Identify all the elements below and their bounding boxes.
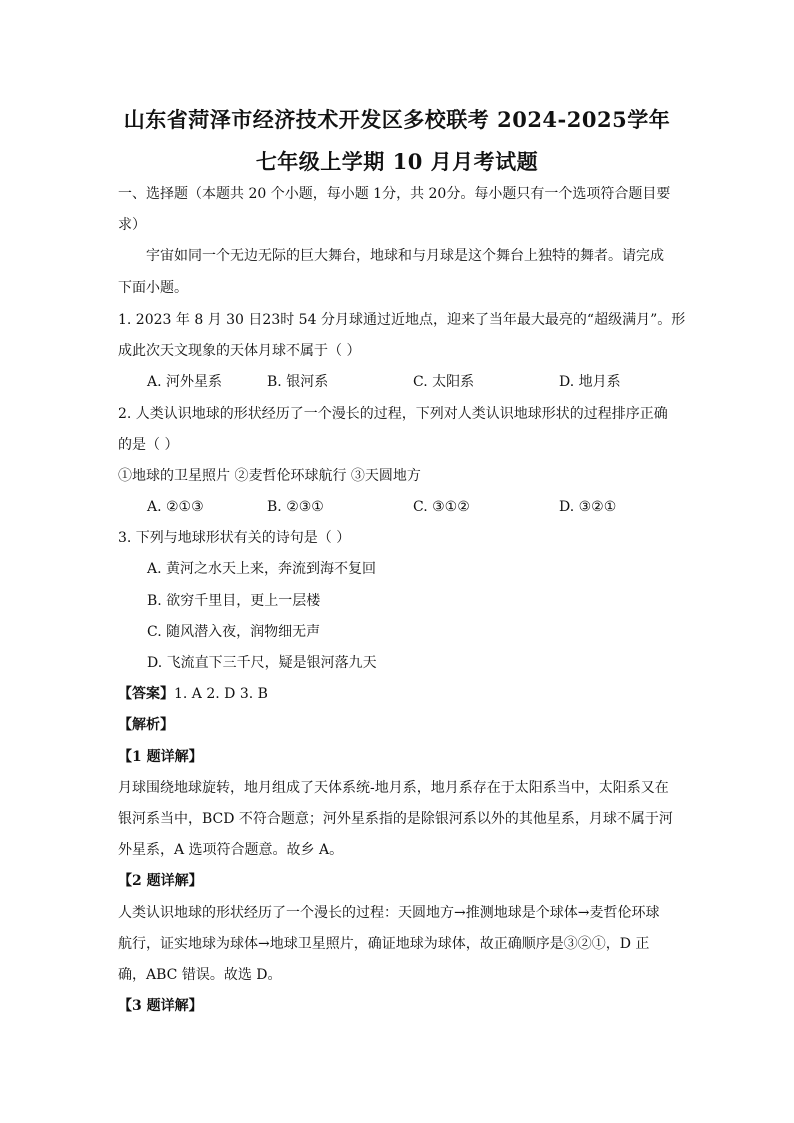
question-2-option-c: C. ③①② (413, 499, 470, 515)
intro-paragraph-cont: 下面小题。 (118, 280, 188, 296)
detail-2-text: 人类认识地球的形状经历了一个漫长的过程：天圆地方→推测地球是个球体→麦哲伦环球 (118, 905, 660, 921)
intro-paragraph: 宇宙如同一个无边无际的巨大舞台，地球和与月球是这个舞台上独特的舞者。请完成 (146, 248, 664, 264)
question-3-option-d: D. 飞流直下三千尺，疑是银河落九天 (147, 655, 377, 671)
answer-values: 1. A 2. D 3. B (174, 686, 268, 702)
question-3-option-b: B. 欲穷千里目，更上一层楼 (147, 593, 321, 609)
question-1-option-c: C. 太阳系 (413, 374, 475, 390)
analysis-label: 【解析】 (118, 717, 174, 733)
question-2-stem-cont: 的是（ ） (118, 437, 179, 453)
question-3-option-a: A. 黄河之水天上来，奔流到海不复回 (147, 561, 377, 577)
detail-1-text-cont: 银河系当中，BCD 不符合题意；河外星系指的是除银河系以外的其他星系，月球不属于河 (118, 811, 673, 827)
answer-line (118, 684, 678, 704)
section-heading: 一、选择题（本题共 20 个小题，每小题 1分，共 20分。每小题只有一个选项符合题目要 (118, 186, 671, 202)
question-2-option-b: B. ②③① (267, 499, 324, 515)
question-2-items: ①地球的卫星照片 ②麦哲伦环球航行 ③天圆地方 (118, 468, 421, 484)
question-2-stem: 2. 人类认识地球的形状经历了一个漫长的过程，下列对人类认识地球形状的过程排序正确 (118, 406, 668, 422)
question-1-option-d: D. 地月系 (559, 374, 621, 390)
exam-title-line1: 山东省菏泽市经济技术开发区多校联考 2024-2025学年 (123, 107, 671, 132)
question-2-option-a: A. ②①③ (147, 499, 204, 515)
detail-1-text: 月球围绕地球旋转，地月组成了天体系统-地月系，地月系存在于太阳系当中，太阳系又在 (118, 780, 669, 796)
question-1-option-b: B. 银河系 (267, 374, 329, 390)
question-1-stem: 1. 2023 年 8 月 30 日23时 54 分月球通过近地点，迎来了当年最大最亮的“超级满月”。形 (118, 312, 686, 328)
section-heading-cont: 求） (118, 217, 146, 233)
detail-2-text-cont: 航行，证实地球为球体→地球卫星照片，确证地球为球体，故正确顺序是③②①，D 正 (118, 936, 650, 952)
exam-title-line2: 七年级上学期 10 月月考试题 (255, 149, 539, 174)
question-2-option-d: D. ③②① (559, 499, 617, 515)
detail-1-label: 【1 题详解】 (118, 749, 203, 765)
detail-3-label: 【3 题详解】 (118, 998, 203, 1014)
question-3-option-c: C. 随风潜入夜，润物细无声 (147, 624, 321, 640)
question-1-option-a: A. 河外星系 (147, 374, 223, 390)
question-1-stem-cont: 成此次天文现象的天体月球不属于（ ） (118, 343, 361, 359)
detail-2-label: 【2 题详解】 (118, 873, 203, 889)
answer-label: 【答案】 (118, 686, 174, 702)
question-3-stem: 3. 下列与地球形状有关的诗句是（ ） (118, 530, 351, 546)
detail-1-text-end: 外星系，A 选项符合题意。故乡 A。 (118, 842, 344, 858)
detail-2-text-end: 确，ABC 错误。故选 D。 (118, 967, 282, 983)
